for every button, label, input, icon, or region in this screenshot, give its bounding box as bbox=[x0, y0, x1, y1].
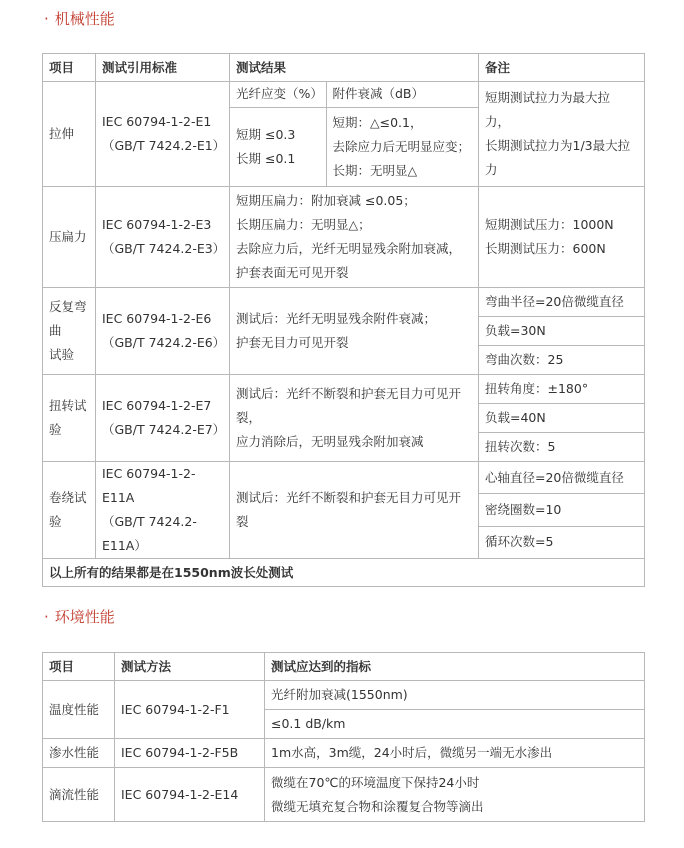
strain-values bbox=[230, 107, 326, 186]
header-cell: 测试引用标准 bbox=[96, 54, 230, 82]
result-cell bbox=[230, 375, 479, 462]
result-text: 护套无目力可见开裂 bbox=[236, 335, 349, 350]
table-header-row bbox=[43, 54, 645, 82]
result-text: 裂， bbox=[236, 410, 262, 425]
section-title-text: 环境性能 bbox=[54, 608, 115, 626]
atten-long: 长期：无明显△ bbox=[332, 162, 418, 178]
remark-cell: 弯曲次数：25 bbox=[479, 346, 645, 375]
standard-cell bbox=[96, 82, 230, 187]
standard-text: IEC 60794-1-2-E11A bbox=[102, 466, 196, 505]
standard-cell bbox=[96, 187, 230, 288]
attenuation-header: 附件衰减（dB） bbox=[326, 82, 478, 107]
atten-removed: 去除应力后无明显应变； bbox=[332, 138, 471, 154]
item-text: 反复弯 bbox=[49, 299, 87, 314]
item-cell: 温度性能 bbox=[43, 681, 115, 739]
standard-text: （GB/T 7424.2-E1） bbox=[102, 138, 226, 153]
bullet-icon: · bbox=[44, 608, 49, 626]
header-cell: 项目 bbox=[43, 653, 115, 681]
standard-cell bbox=[96, 375, 230, 462]
section-title-environmental bbox=[44, 606, 115, 627]
result-cell: 1m水高，3m缆，24小时后，微缆另一端无水渗出 bbox=[265, 739, 645, 768]
result-text: 护套表面无可见开裂 bbox=[236, 265, 349, 280]
standard-text: IEC 60794-1-2-E3 bbox=[102, 217, 212, 232]
item-cell: 渗水性能 bbox=[43, 739, 115, 768]
remark-text: 短期测试压力：1000N bbox=[485, 217, 614, 232]
footer-note: 以上所有的结果都是在1550nm波长处测试 bbox=[43, 559, 645, 587]
result-text: 测试后：光纤不断裂和护套无目力可见开 bbox=[236, 386, 462, 401]
remark-cell bbox=[479, 82, 645, 187]
result-cell bbox=[230, 82, 479, 187]
item-cell bbox=[43, 375, 96, 462]
table-footer-row bbox=[43, 559, 645, 587]
table-row-water bbox=[43, 739, 645, 768]
remark-cell: 心轴直径=20倍微缆直径 bbox=[479, 462, 645, 494]
remark-cell: 负载=40N bbox=[479, 404, 645, 433]
remark-text: 长期测试拉力为1/3最大拉 bbox=[485, 138, 631, 153]
standard-text: IEC 60794-1-2-E1 bbox=[102, 114, 212, 129]
remark-cell bbox=[479, 187, 645, 288]
item-cell: 压扁力 bbox=[43, 187, 96, 288]
standard-text: （GB/T 7424.2-E7） bbox=[102, 422, 226, 437]
result-text: 短期压扁力：附加衰减 ≤0.05； bbox=[236, 193, 416, 208]
result-text: 测试后：光纤不断裂和护套无目力可见开 bbox=[236, 490, 462, 505]
standard-cell bbox=[96, 462, 230, 559]
item-text: 试验 bbox=[49, 347, 75, 362]
result-cell bbox=[230, 462, 479, 559]
item-text: 验 bbox=[49, 422, 62, 437]
result-text: 微缆无填充复合物和涂覆复合物等滴出 bbox=[271, 798, 484, 814]
item-cell bbox=[43, 462, 96, 559]
result-text: 应力消除后，无明显残余附加衰减 bbox=[236, 434, 424, 449]
remark-cell: 循环次数=5 bbox=[479, 526, 645, 558]
table-row-tensile bbox=[43, 82, 645, 187]
header-cell: 测试方法 bbox=[115, 653, 265, 681]
remark-text: 力 bbox=[485, 162, 498, 177]
atten-short: 短期：△≤0.1， bbox=[332, 114, 423, 130]
remark-cell: 扭转次数：5 bbox=[479, 433, 645, 462]
remark-text: 长期测试压力：600N bbox=[485, 241, 606, 256]
header-cell: 测试应达到的指标 bbox=[265, 653, 645, 681]
result-cell: 光纤附加衰减(1550nm) bbox=[265, 681, 645, 710]
remark-cell: 负载=30N bbox=[479, 317, 645, 346]
standard-text: （GB/T 7424.2- bbox=[102, 514, 197, 529]
result-text: 去除应力后，光纤无明显残余附加衰减， bbox=[236, 241, 462, 256]
method-cell: IEC 60794-1-2-F1 bbox=[115, 681, 265, 739]
remark-text: 短期测试拉力为最大拉 bbox=[485, 90, 611, 105]
standard-cell bbox=[96, 288, 230, 375]
remark-text: 力， bbox=[485, 114, 511, 129]
strain-header: 光纤应变（%） bbox=[230, 82, 326, 107]
attenuation-values bbox=[326, 107, 478, 186]
result-cell bbox=[230, 187, 479, 288]
item-text: 卷绕试 bbox=[49, 490, 87, 505]
item-text: 曲 bbox=[49, 323, 62, 338]
item-text: 验 bbox=[49, 514, 62, 529]
standard-text: IEC 60794-1-2-E7 bbox=[102, 398, 212, 413]
item-cell: 滴流性能 bbox=[43, 768, 115, 822]
section-title-mechanical bbox=[44, 8, 115, 29]
result-text: 微缆在70℃的环境温度下保持24小时 bbox=[271, 774, 480, 790]
standard-text: IEC 60794-1-2-E6 bbox=[102, 311, 212, 326]
table-row-crush bbox=[43, 187, 645, 288]
item-text: 扭转试 bbox=[49, 398, 87, 413]
result-cell: ≤0.1 dB/km bbox=[265, 710, 645, 739]
method-cell: IEC 60794-1-2-F5B bbox=[115, 739, 265, 768]
table-row-torsion bbox=[43, 375, 645, 404]
result-cell bbox=[265, 768, 645, 822]
item-cell: 拉伸 bbox=[43, 82, 96, 187]
result-text: 裂 bbox=[236, 514, 249, 529]
header-cell: 测试结果 bbox=[230, 54, 479, 82]
table-row-bend bbox=[43, 288, 645, 317]
remark-cell: 扭转角度：±180° bbox=[479, 375, 645, 404]
standard-text: （GB/T 7424.2-E6） bbox=[102, 335, 226, 350]
table-row-winding bbox=[43, 462, 645, 494]
mechanical-table bbox=[42, 53, 645, 587]
strain-short: 短期 ≤0.3 bbox=[236, 126, 296, 142]
strain-long: 长期 ≤0.1 bbox=[236, 150, 296, 166]
header-cell: 备注 bbox=[479, 54, 645, 82]
environmental-table bbox=[42, 652, 645, 822]
standard-text: （GB/T 7424.2-E3） bbox=[102, 241, 226, 256]
result-cell bbox=[230, 288, 479, 375]
result-text: 长期压扁力：无明显△； bbox=[236, 217, 371, 232]
standard-text: E11A） bbox=[102, 538, 147, 553]
item-cell bbox=[43, 288, 96, 375]
method-cell: IEC 60794-1-2-E14 bbox=[115, 768, 265, 822]
header-cell: 项目 bbox=[43, 54, 96, 82]
section-title-text: 机械性能 bbox=[54, 10, 115, 28]
table-header-row bbox=[43, 653, 645, 681]
tensile-subtable bbox=[230, 82, 478, 186]
bullet-icon: · bbox=[44, 10, 49, 28]
table-row-temperature bbox=[43, 681, 645, 710]
remark-cell: 密绕圈数=10 bbox=[479, 494, 645, 526]
result-text: 测试后：光纤无明显残余附件衰减； bbox=[236, 311, 437, 326]
remark-cell: 弯曲半径=20倍微缆直径 bbox=[479, 288, 645, 317]
table-row-drip bbox=[43, 768, 645, 822]
